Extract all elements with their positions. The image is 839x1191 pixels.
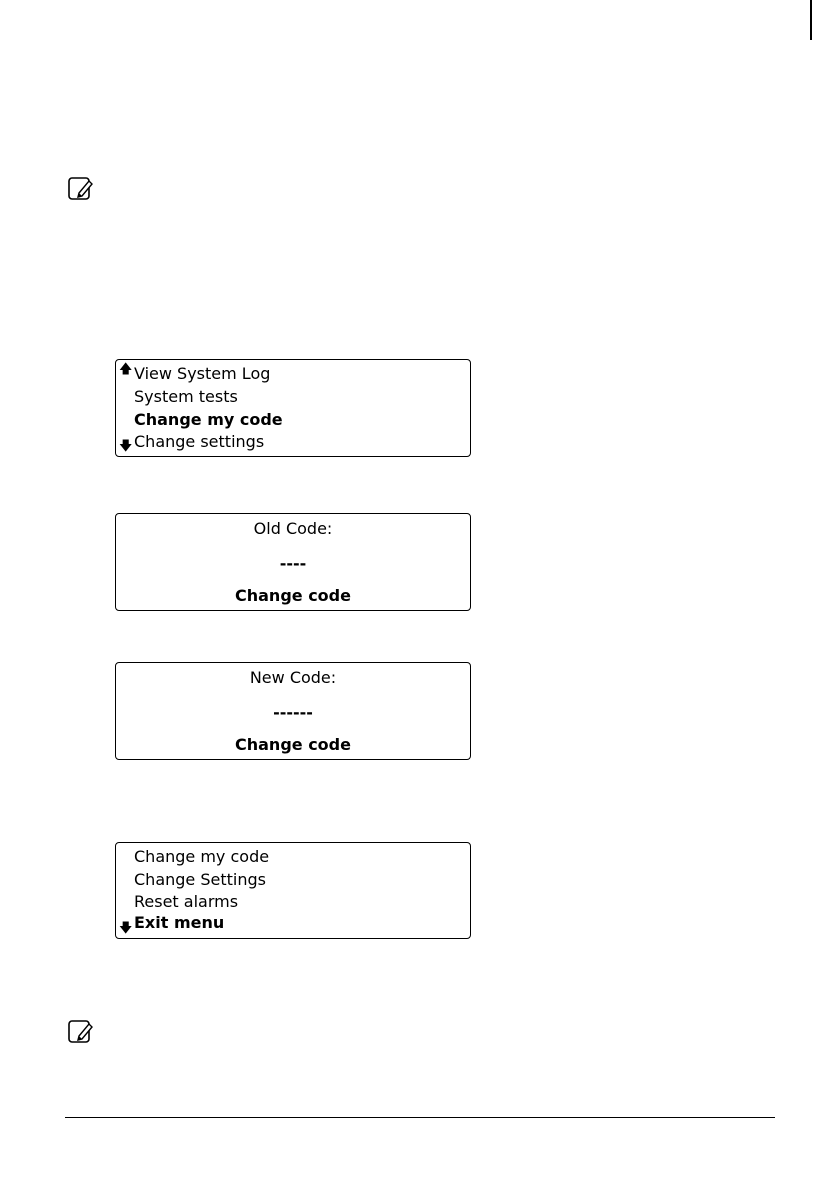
lcd-menu-screen-2 xyxy=(115,842,471,939)
menu-item-system-tests[interactable]: System tests xyxy=(134,387,238,406)
menu-item-change-settings[interactable]: Change settings xyxy=(134,432,265,451)
change-code-action[interactable]: Change code xyxy=(235,586,351,605)
lcd-old-code-screen xyxy=(115,513,471,611)
footer-divider xyxy=(65,1117,775,1118)
menu-item-reset-alarms[interactable]: Reset alarms xyxy=(134,892,239,911)
lcd-menu-screen-1 xyxy=(115,359,471,457)
menu-item-change-my-code[interactable]: Change my code xyxy=(134,847,270,866)
old-code-input[interactable]: ---- xyxy=(279,554,307,573)
lcd-new-code-screen xyxy=(115,662,471,760)
menu-item-view-system-log[interactable]: View System Log xyxy=(134,364,271,383)
page-edge-mark xyxy=(810,0,812,40)
arrow-down-icon[interactable]: 🡇 xyxy=(119,921,133,936)
menu-item-change-my-code-selected[interactable]: Change my code xyxy=(134,410,283,429)
arrow-down-icon[interactable]: 🡇 xyxy=(119,439,133,454)
change-code-action[interactable]: Change code xyxy=(235,735,351,754)
new-code-input[interactable]: ------ xyxy=(273,703,313,722)
note-edit-icon xyxy=(67,175,95,203)
new-code-label: New Code: xyxy=(249,668,337,687)
arrow-up-icon[interactable]: 🡅 xyxy=(119,362,133,377)
menu-item-change-settings[interactable]: Change Settings xyxy=(134,870,266,889)
note-edit-icon xyxy=(67,1018,95,1046)
menu-item-exit-menu-selected[interactable]: Exit menu xyxy=(134,913,225,932)
old-code-label: Old Code: xyxy=(253,519,333,538)
